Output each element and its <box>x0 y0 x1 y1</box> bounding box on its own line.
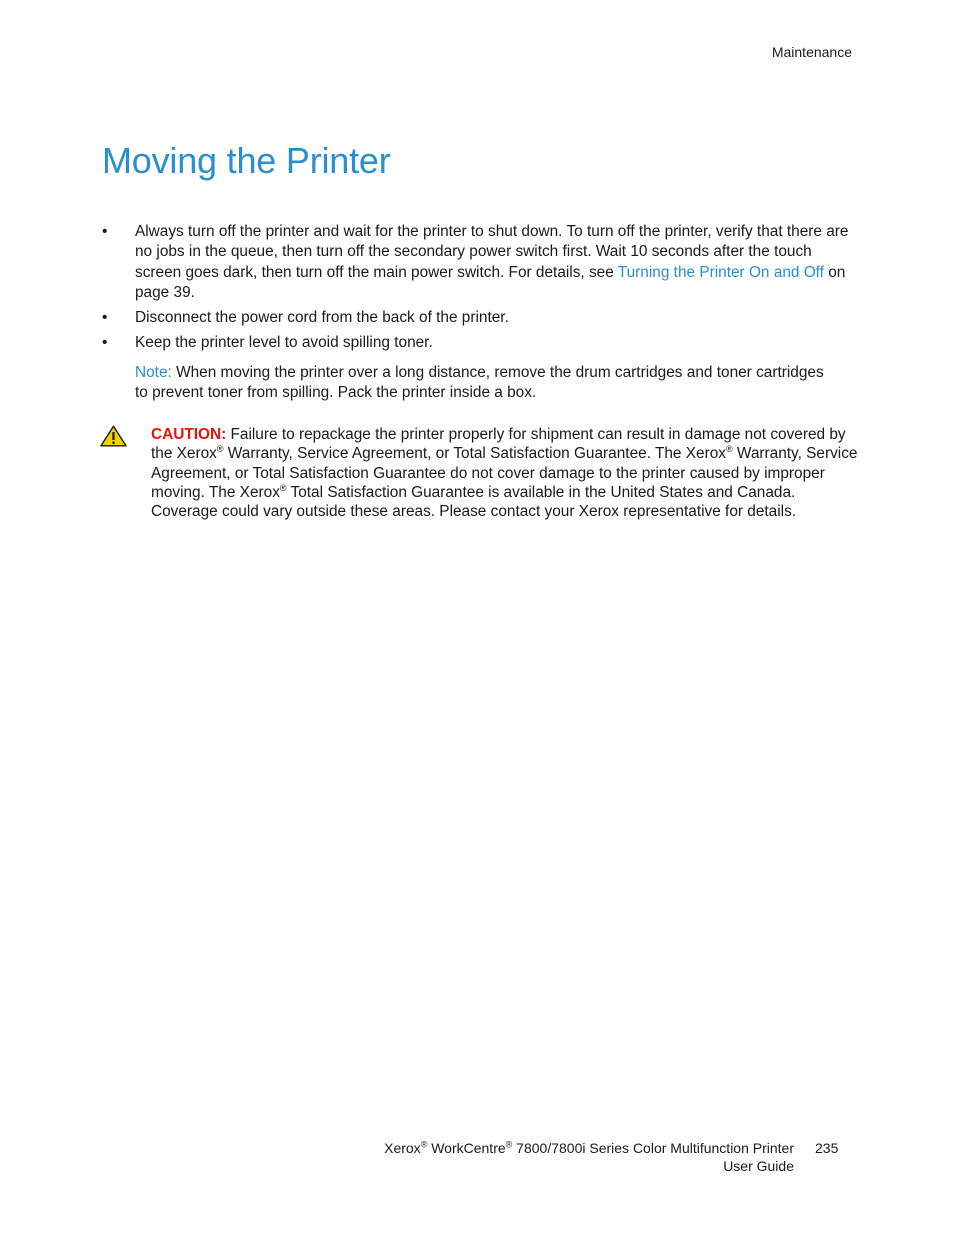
footer-product: WorkCentre <box>427 1140 506 1156</box>
page-number: 235 <box>815 1140 839 1156</box>
caution-text <box>151 425 865 521</box>
footer-brand: Xerox <box>384 1140 421 1156</box>
registered-mark: ® <box>216 444 224 455</box>
note <box>135 363 835 404</box>
footer-model: 7800/7800i Series Color Multifunction Printer <box>512 1140 794 1156</box>
bullet-icon: • <box>102 223 108 240</box>
bullet-icon: • <box>102 334 108 352</box>
registered-mark: ® <box>505 1139 513 1150</box>
list-item <box>102 333 862 353</box>
bullet-icon: • <box>102 309 108 327</box>
turning-printer-on-off-link[interactable]: Turning the Printer On and Off <box>617 263 824 281</box>
caution-label: CAUTION: <box>151 426 227 443</box>
registered-mark: ® <box>420 1139 428 1150</box>
caution-text-part: Warranty, Service Agreement, or Total Satisfaction Guarantee do not cover damage to the printer caused by improper moving. The Xerox <box>151 445 858 501</box>
bullet-list <box>102 222 862 359</box>
note-label: Note: <box>135 364 172 381</box>
registered-mark: ® <box>279 482 287 493</box>
bullet-text: Keep the printer level to avoid spilling toner. <box>135 334 433 352</box>
list-item <box>102 222 862 303</box>
page-title: Moving the Printer <box>102 140 391 181</box>
registered-mark: ® <box>725 444 733 455</box>
bullet-text: Disconnect the power cord from the back of the printer. <box>135 309 509 327</box>
caution-text-part: Failure to repackage the printer properly for shipment can result in damage not covered by the Xerox <box>151 426 846 463</box>
footer-product-line <box>384 1140 794 1158</box>
note-text: When moving the printer over a long distance, remove the drum cartridges and toner cartridges to prevent toner from spilling. Pack the printer inside a box. <box>135 364 824 402</box>
bullet-text-suffix: on page 39. <box>135 263 846 301</box>
caution-text-part: Warranty, Service Agreement, or Total Satisfaction Guarantee. The Xerox <box>223 445 726 463</box>
caution-text-part: Total Satisfaction Guarantee is available in the United States and Canada. Coverage could vary outside these areas. Please contact your Xerox representative for details. <box>151 483 797 521</box>
bullet-text: Always turn off the printer and wait for the printer to shut down. To turn off the printer, verify that there are no jobs in the queue, then turn off the secondary power switch first. Wait 10 seconds after the touch screen goes dark, then turn off the main power switch. For details, see <box>135 223 849 281</box>
warning-triangle-icon <box>100 425 127 447</box>
page-footer <box>384 1140 794 1175</box>
running-header: Maintenance <box>771 44 852 60</box>
list-item <box>102 308 862 328</box>
footer-doc-type: User Guide <box>723 1157 794 1174</box>
